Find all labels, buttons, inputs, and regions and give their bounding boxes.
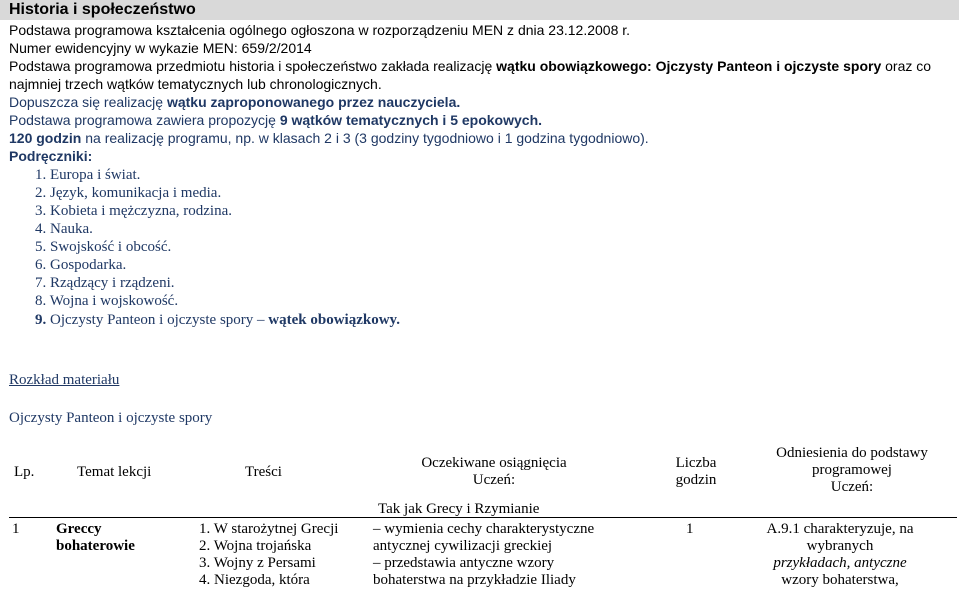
curriculum-description-cont: najmniej trzech wątków tematycznych lub chronologicznych.	[9, 76, 382, 92]
outcome-item: antycznej cywilizacji greckiej	[373, 538, 553, 554]
hours-line-2: godzin	[675, 472, 717, 488]
reference-line-italic: przykładach, antyczne	[773, 555, 907, 571]
info-bold: 9 wątków tematycznych i 5 epokowych.	[279, 112, 543, 128]
topic-line-2: bohaterowie	[56, 538, 135, 554]
row-outcomes	[373, 521, 594, 589]
table-subheader: Tak jak Grecy i Rzymianie	[378, 501, 540, 517]
hours-bold: 120 godzin	[9, 130, 82, 146]
table-divider	[9, 517, 957, 518]
mandatory-thread: wątku obowiązkowego: Ojczysty Panteon i ojczyste spory	[496, 58, 882, 74]
hours-text: na realizację programu, np. w klasach 2 i 3 (3 godziny tygodniowo i 1 godzina tygodniowo).	[81, 130, 649, 146]
outcomes-line-2: Uczeń:	[472, 472, 516, 488]
content-item: 2. Wojna trojańska	[199, 538, 312, 554]
hours-line-1: Liczba	[675, 455, 717, 471]
references-line-2: programowej	[812, 462, 892, 478]
col-header-references	[757, 445, 947, 496]
curriculum-line: Podstawa programowa kształcenia ogólnego ogłoszona w rozporządzeniu MEN z dnia 23.12.2008 r.	[9, 22, 631, 38]
textbook-item-mandatory	[35, 312, 400, 329]
item-text: Ojczysty Panteon i ojczyste spory –	[46, 312, 269, 328]
textbook-item: 8. Wojna i wojskowość.	[35, 293, 179, 309]
info-text: Dopuszcza się realizację	[9, 94, 167, 110]
outcomes-line-1: Oczekiwane osiągnięcia	[421, 455, 567, 471]
content-item: 4. Niezgoda, która	[199, 572, 310, 588]
textbook-item: 4. Nauka.	[35, 221, 93, 237]
info-threads	[9, 112, 542, 128]
topic-line-1: Greccy	[56, 521, 102, 537]
outcome-item: – wymienia cechy charakterystyczne	[373, 521, 595, 537]
info-hours	[9, 130, 649, 146]
content-item: 1. W starożytnej Grecji	[199, 521, 339, 537]
reference-line: A.9.1 charakteryzuje, na	[766, 521, 914, 537]
textbook-item: 5. Swojskość i obcość.	[35, 239, 172, 255]
col-header-content: Treści	[245, 464, 282, 480]
textbook-item: 2. Język, komunikacja i media.	[35, 185, 222, 201]
textbook-item: 6. Gospodarka.	[35, 257, 127, 273]
textbook-item: 7. Rządzący i rządzeni.	[35, 275, 175, 291]
col-header-lp: Lp.	[14, 464, 35, 480]
reference-line: wybranych	[806, 538, 874, 554]
subsection-title: Ojczysty Panteon i ojczyste spory	[9, 410, 213, 426]
reference-line: wzory bohaterstwa,	[781, 572, 899, 588]
registration-number: Numer ewidencyjny w wykazie MEN: 659/2/2014	[9, 40, 312, 56]
page-title: Historia i społeczeństwo	[9, 1, 196, 18]
row-references	[753, 521, 927, 589]
references-line-3: Uczeń:	[830, 479, 874, 495]
info-bold: wątku zaproponowanego przez nauczyciela.	[166, 94, 461, 110]
row-hours: 1	[686, 521, 694, 537]
references-line-1: Odniesienia do podstawy	[776, 445, 928, 461]
item-number: 9.	[35, 312, 47, 328]
description-text-c: oraz co	[881, 58, 932, 74]
col-header-topic: Temat lekcji	[77, 464, 152, 480]
col-header-hours	[668, 455, 724, 489]
row-topic	[56, 521, 135, 555]
textbook-item: 1. Europa i świat.	[35, 167, 141, 183]
info-text: Podstawa programowa zawiera propozycję	[9, 112, 280, 128]
outcome-item: – przedstawia antyczne wzory	[373, 555, 555, 571]
col-header-outcomes	[405, 455, 583, 489]
curriculum-description	[9, 58, 931, 74]
row-content	[199, 521, 338, 589]
textbook-item: 3. Kobieta i mężczyzna, rodzina.	[35, 203, 232, 219]
item-bold: wątek obowiązkowy.	[268, 312, 400, 328]
textbooks-label: Podręczniki:	[9, 148, 93, 164]
content-item: 3. Wojny z Persami	[199, 555, 316, 571]
outcome-item: bohaterstwa na przykładzie Iliady	[373, 572, 576, 588]
section-title: Rozkład materiału	[9, 372, 120, 388]
description-text-a: Podstawa programowa przedmiotu historia i społeczeństwo zakłada realizację	[9, 58, 497, 74]
info-teacher-thread	[9, 94, 460, 110]
row-number: 1	[12, 521, 20, 537]
